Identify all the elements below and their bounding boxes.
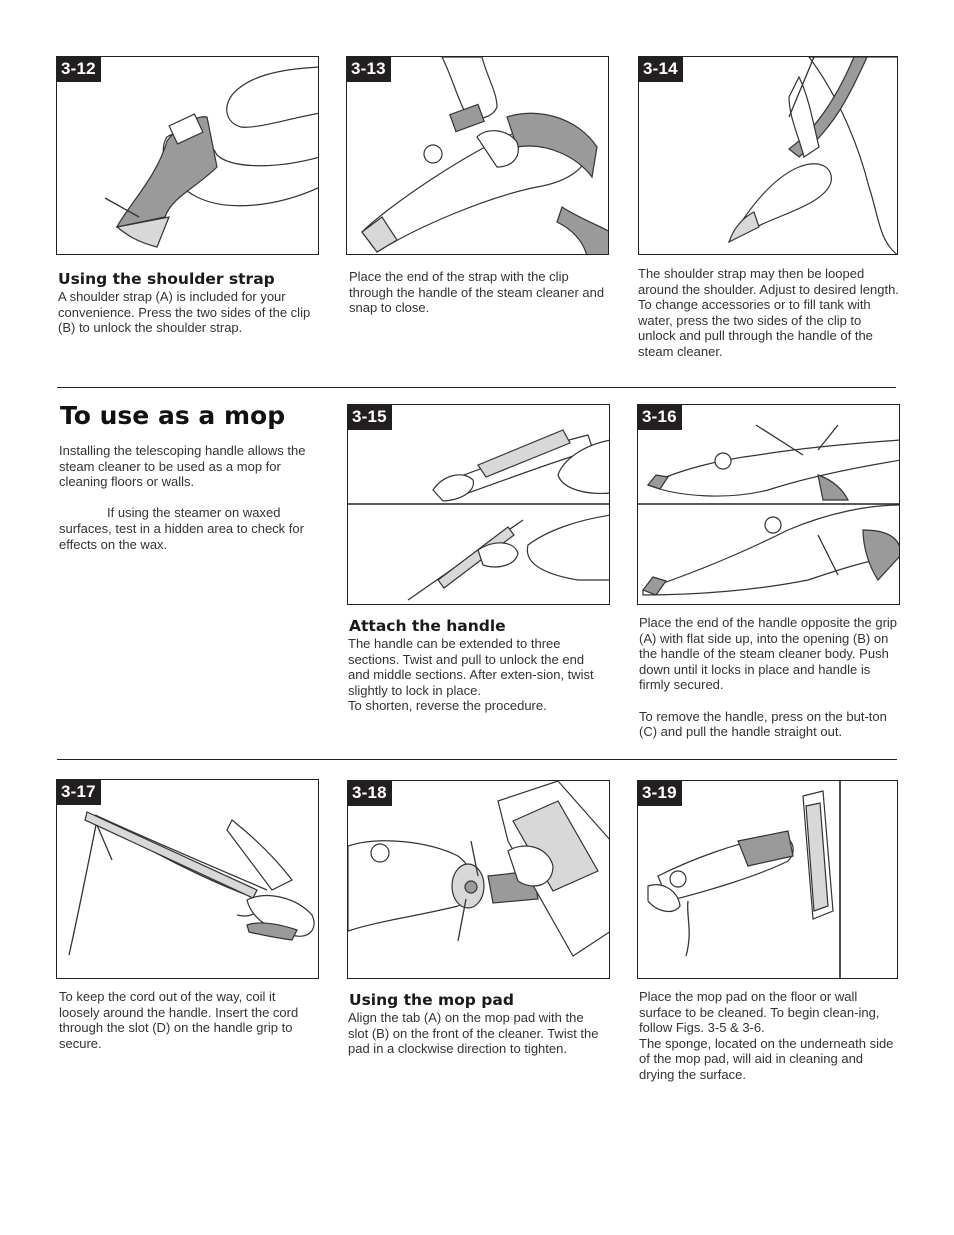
handle-insert-paragraph-2: To remove the handle, press on the but-ton (C) and pull the handle straight out.: [639, 708, 887, 740]
figure-3-12: [56, 56, 319, 255]
figure-number: 3-15: [348, 405, 392, 430]
strap-attach-text: [349, 269, 607, 316]
shoulder-strap-heading: Using the shoulder strap: [58, 270, 275, 288]
figure-number: 3-19: [638, 781, 682, 806]
mop-use-paragraph-2: The sponge, located on the underneath side of the mop pad, will aid in cleaning and drying the surface.: [639, 1035, 894, 1082]
figure-number: 3-12: [57, 57, 101, 82]
mop-pad-paragraph: Align the tab (A) on the mop pad with the slot (B) on the front of the cleaner. Twist the pad in a clockwise direction to tighten.: [348, 1010, 599, 1057]
mop-use-text: [639, 989, 899, 1083]
section-divider: [57, 759, 897, 760]
attach-handle-paragraph-2: To shorten, reverse the procedure.: [348, 698, 547, 714]
figure-number: 3-17: [57, 780, 101, 805]
illustration-extend-handle: [348, 405, 610, 605]
figure-3-13: [346, 56, 609, 255]
illustration-attach-strap: [347, 57, 609, 255]
figure-3-18: [347, 780, 610, 979]
figure-3-16: [637, 404, 900, 605]
handle-insert-paragraph-1: Place the end of the handle opposite the grip (A) with flat side up, into the opening (B) on the handle of the steam cleaner body. Push down until it locks in place and handle is firmly secured.: [639, 615, 898, 693]
figure-number: 3-14: [639, 57, 683, 82]
illustration-mop-wall: [638, 781, 898, 979]
strap-loop-text: [638, 266, 900, 360]
cord-text: [59, 989, 314, 1051]
handle-insert-text: [639, 615, 899, 740]
shoulder-strap-text: [58, 289, 316, 336]
illustration-insert-handle: [638, 405, 900, 605]
mop-pad-heading: Using the mop pad: [349, 991, 514, 1009]
cord-paragraph: To keep the cord out of the way, coil it loosely around the handle. Insert the cord through the slot (D) on the handle grip to secure.: [59, 989, 299, 1051]
section-title: To use as a mop: [60, 401, 286, 430]
mop-use-paragraph-1: Place the mop pad on the floor or wall surface to be cleaned. To begin clean-ing, follow Figs. 3-5 & 3-6.: [639, 989, 880, 1036]
figure-3-15: [347, 404, 610, 605]
figure-3-14: [638, 56, 898, 255]
attach-handle-text: [348, 636, 598, 714]
strap-attach-paragraph: Place the end of the strap with the clip through the handle of the steam cleaner and snap to close.: [349, 269, 605, 316]
illustration-coil-cord: [57, 780, 319, 979]
shoulder-strap-paragraph: A shoulder strap (A) is included for your convenience. Press the two sides of the clip (B) to unlock the shoulder strap.: [58, 289, 311, 336]
figure-number: 3-13: [347, 57, 391, 82]
strap-loop-paragraph-1: The shoulder strap may then be looped around the shoulder. Adjust to desired length.: [638, 266, 899, 297]
illustration-shoulder-carry: [639, 57, 898, 255]
attach-handle-heading: Attach the handle: [349, 617, 506, 635]
mop-intro-text: [59, 443, 314, 552]
section-divider: [57, 387, 896, 388]
figure-number: 3-18: [348, 781, 392, 806]
figure-number: 3-16: [638, 405, 682, 430]
attach-handle-paragraph-1: The handle can be extended to three sections. Twist and pull to unlock the end and middle sections. After exten-sion, twist slightly to lock in place.: [348, 636, 594, 698]
figure-3-17: [56, 779, 319, 979]
figure-3-19: [637, 780, 898, 979]
mop-intro-paragraph-1: Installing the telescoping handle allows the steam cleaner to be used as a mop for cleaning floors or walls.: [59, 443, 306, 490]
mop-pad-text: [348, 1010, 606, 1057]
illustration-unlock-strap: [57, 57, 319, 255]
strap-loop-paragraph-2: To change accessories or to fill tank with water, press the two sides of the clip to unlock and pull through the handle of the steam cleaner.: [638, 297, 873, 359]
illustration-attach-mop-pad: [348, 781, 610, 979]
mop-intro-paragraph-2: If using the steamer on waxed surfaces, test in a hidden area to check for effects on the wax.: [59, 505, 304, 552]
